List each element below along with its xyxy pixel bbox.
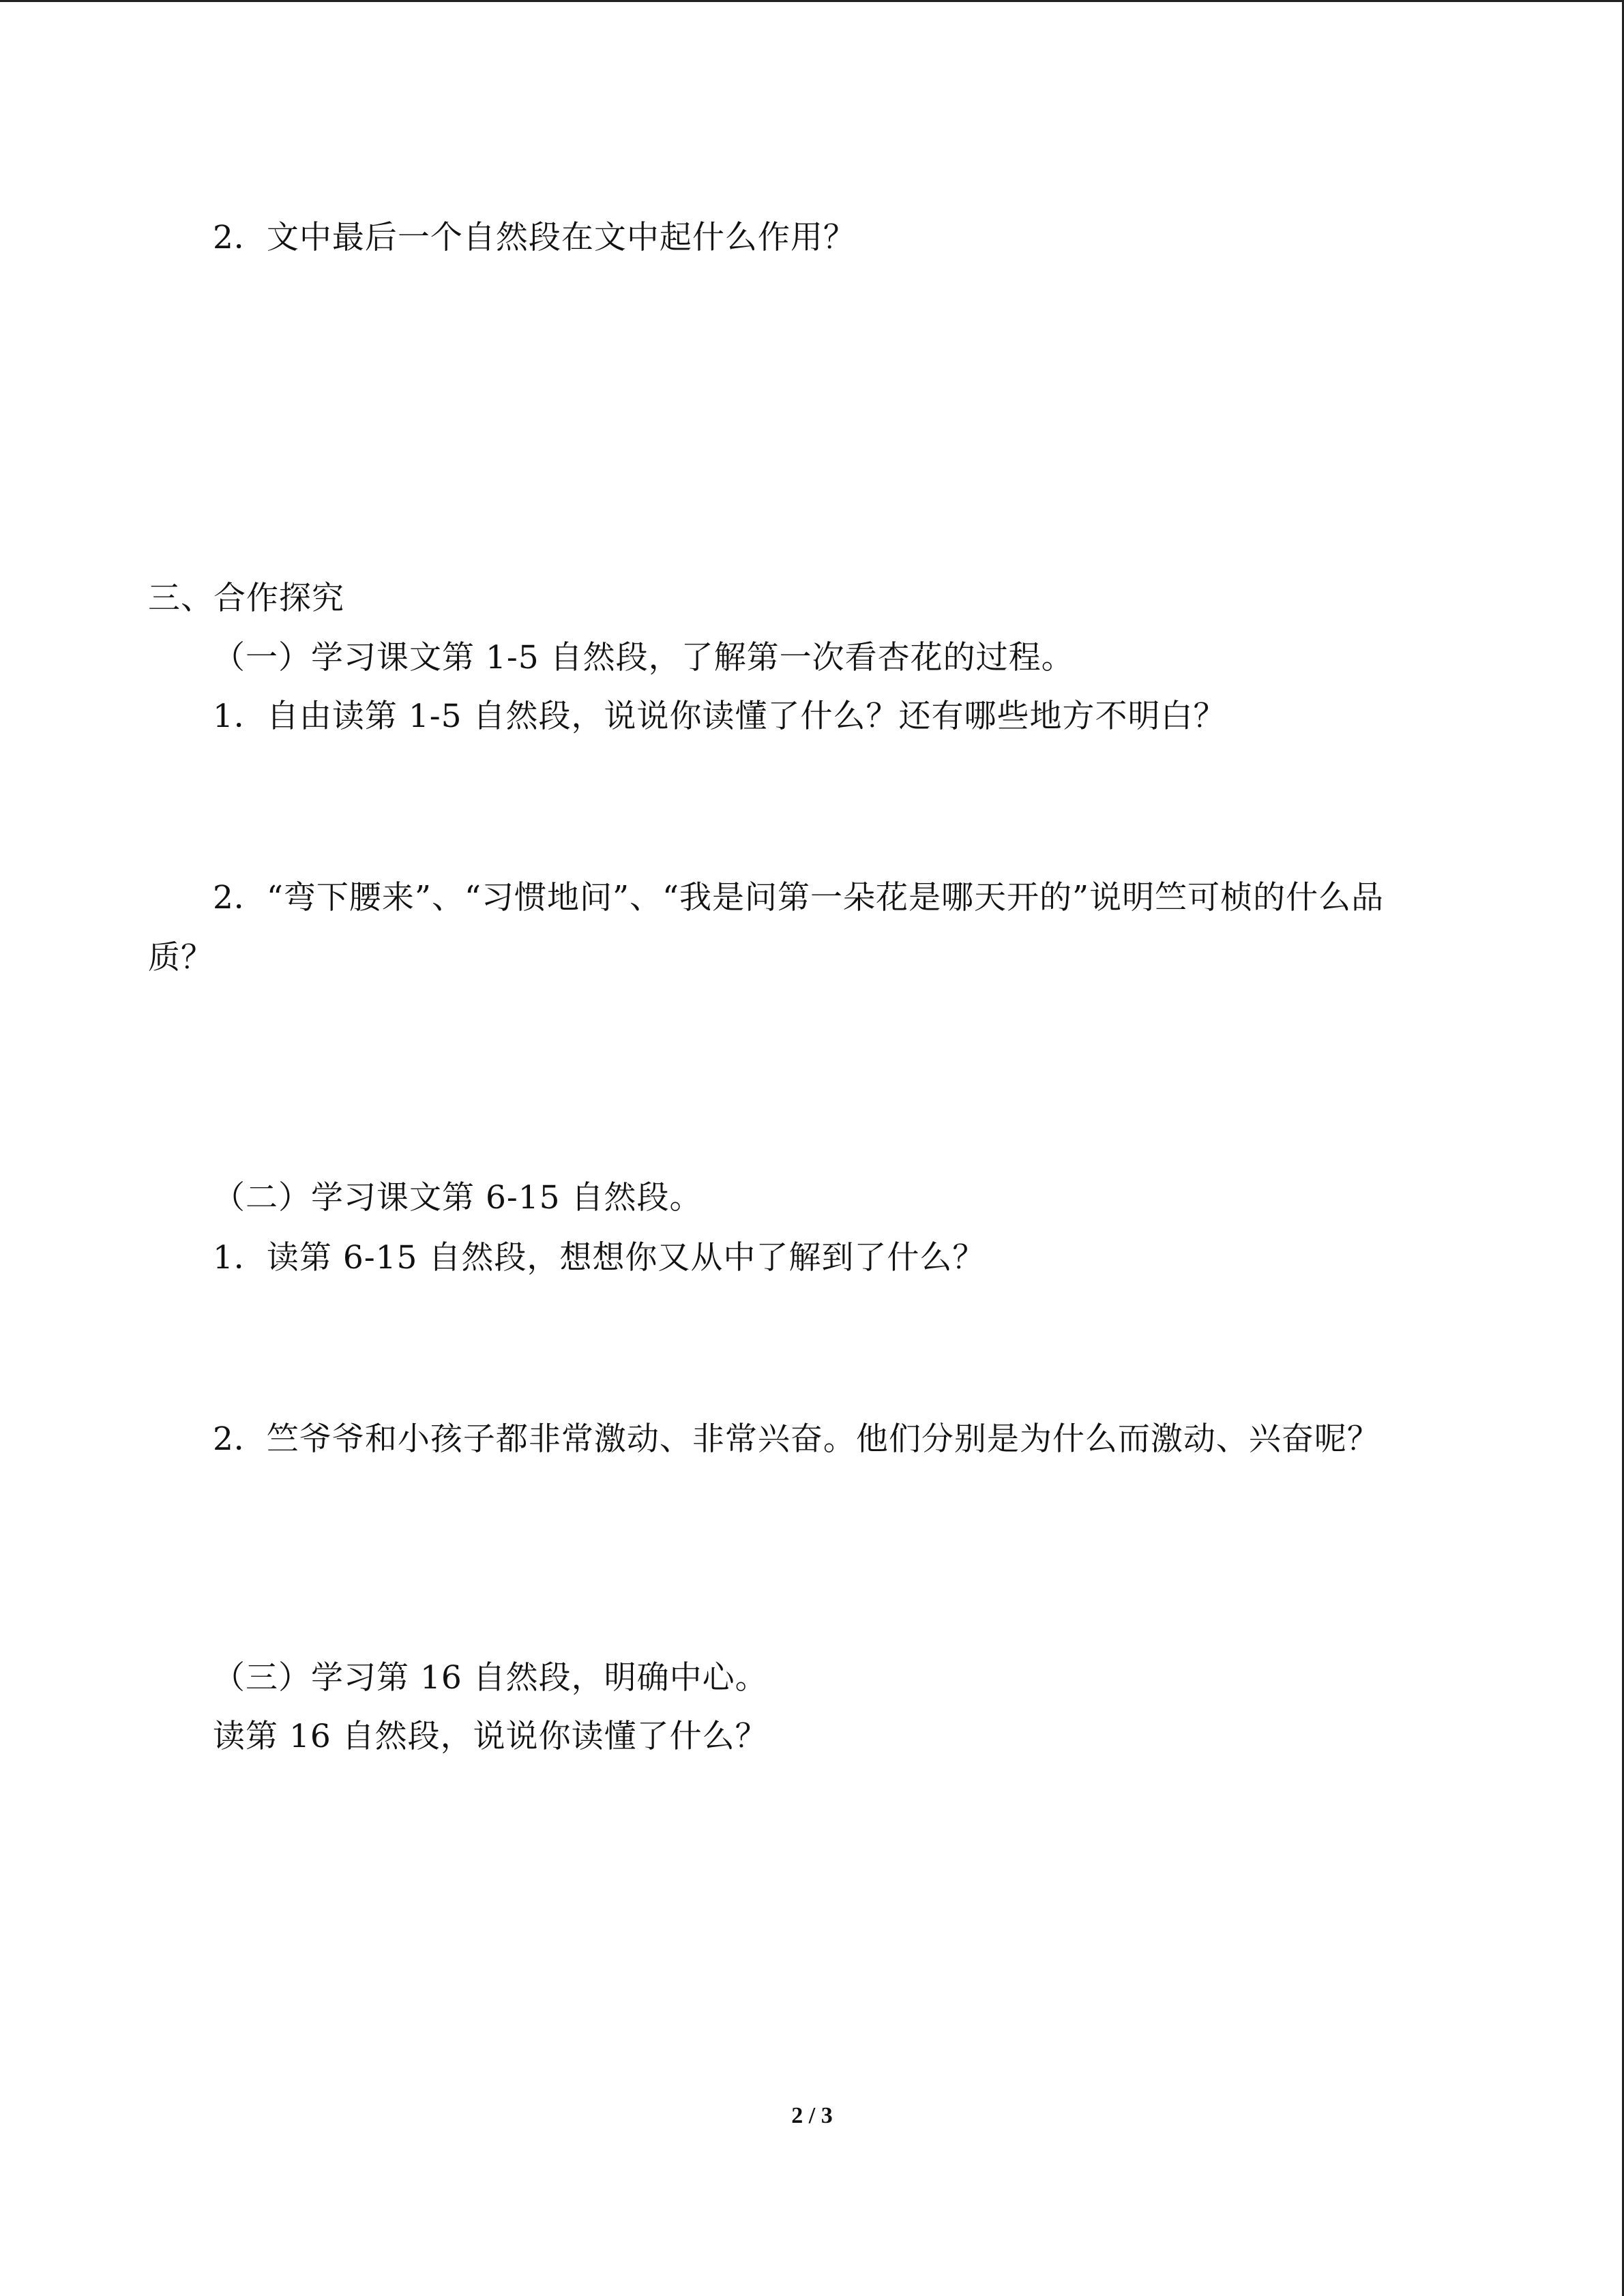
part-three-title: （三）学习第 16 自然段，明确中心。 bbox=[213, 1659, 768, 1697]
part-one-question-1: 1．自由读第 1-5 自然段，说说你读懂了什么？还有哪些地方不明白？ bbox=[213, 698, 1226, 735]
part-two-title: （二）学习课文第 6-15 自然段。 bbox=[213, 1179, 703, 1217]
question-last-paragraph-role: 2．文中最后一个自然段在文中起什么作用？ bbox=[213, 219, 856, 256]
part-one-question-2-line-1: 2．“弯下腰来”、“习惯地问”、“我是问第一朵花是哪天开的”说明竺可桢的什么品 bbox=[213, 879, 1385, 916]
section-heading-cooperative-inquiry: 三、合作探究 bbox=[148, 580, 344, 617]
part-two-question-2: 2．竺爷爷和小孩子都非常激动、非常兴奋。他们分别是为什么而激动、兴奋呢？ bbox=[213, 1420, 1380, 1458]
part-one-question-2-line-2: 质？ bbox=[148, 939, 213, 976]
part-two-question-1: 1．读第 6-15 自然段，想想你又从中了解到了什么？ bbox=[213, 1239, 986, 1277]
page-number: 2 / 3 bbox=[791, 2103, 833, 2128]
part-three-question-1: 读第 16 自然段，说说你读懂了什么？ bbox=[213, 1718, 768, 1755]
part-one-title: （一）学习课文第 1-5 自然段，了解第一次看杏花的过程。 bbox=[213, 639, 1074, 676]
